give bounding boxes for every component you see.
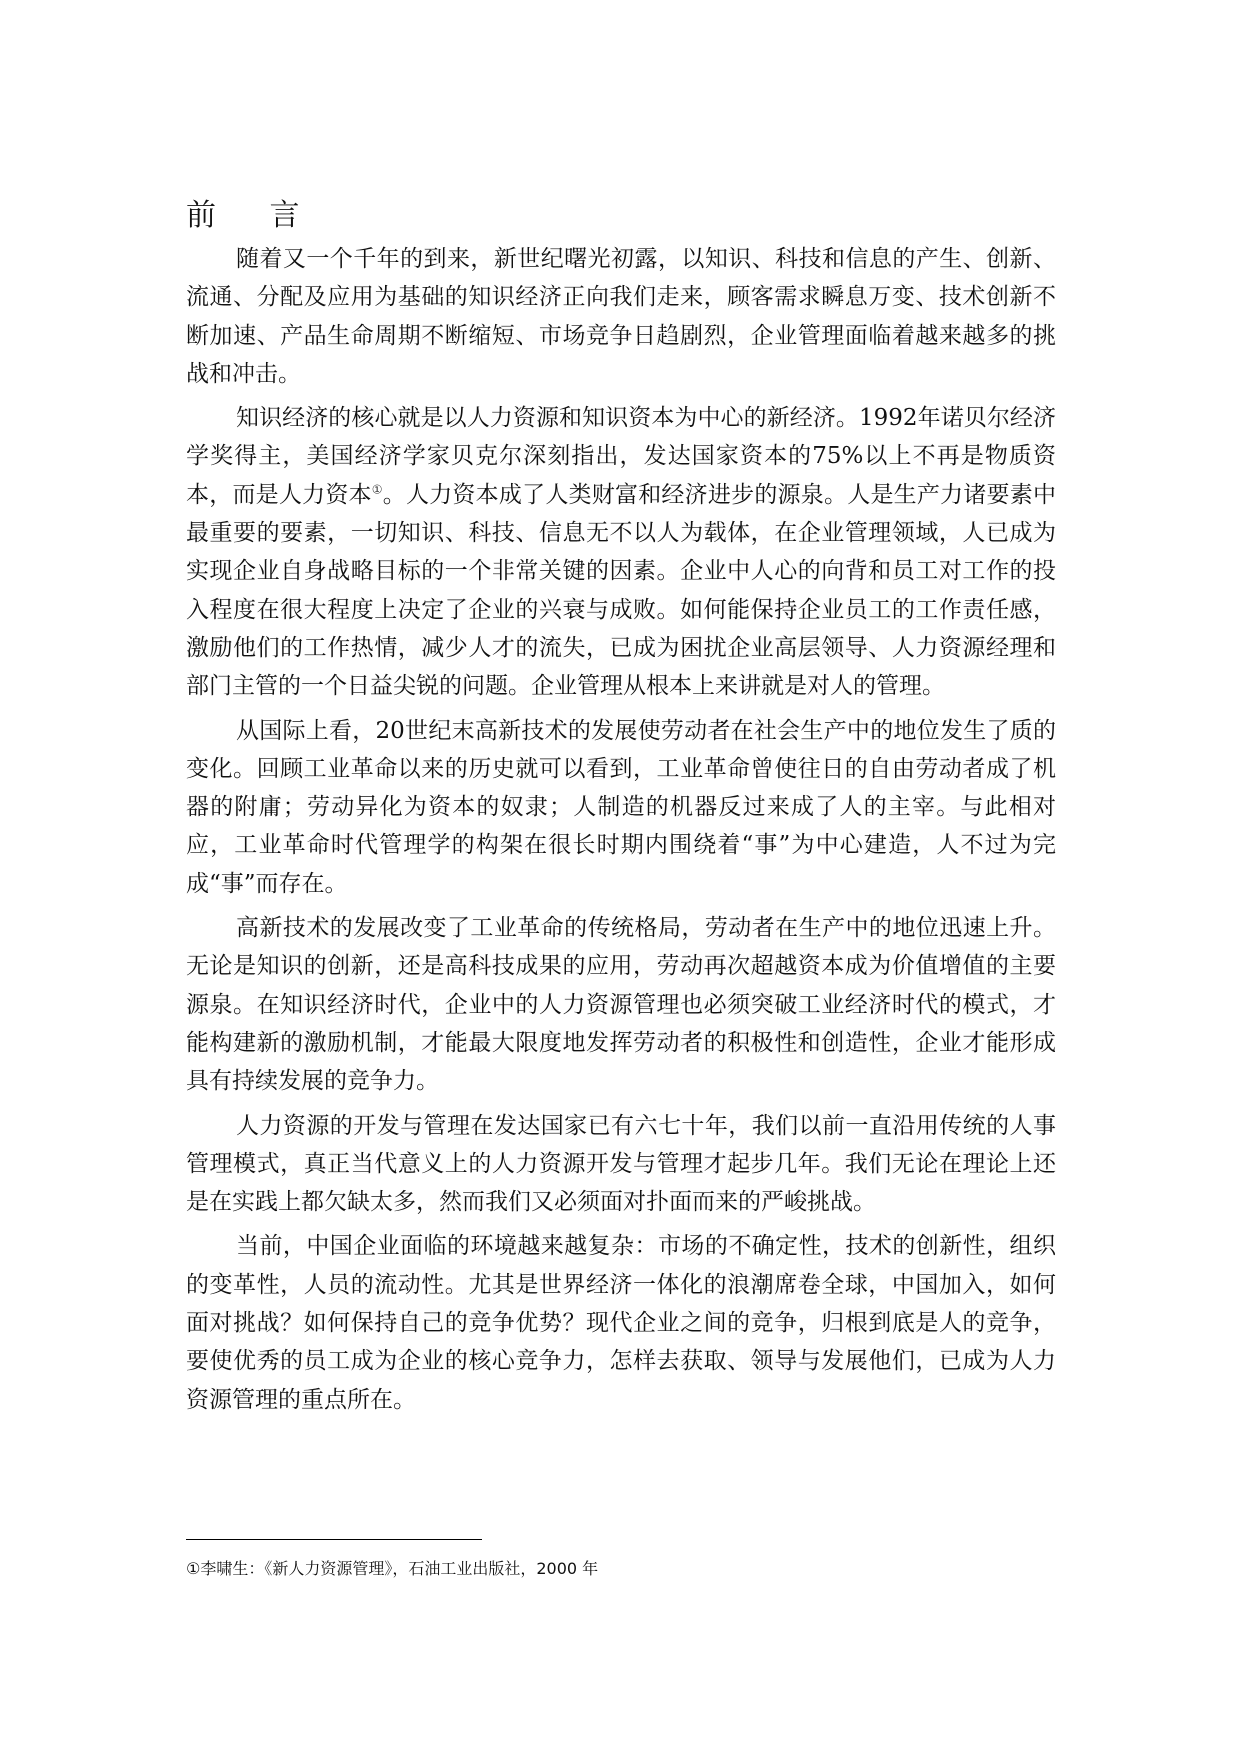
page-body	[186, 196, 1056, 1425]
paragraph-2-part-2: 。人力资本成了人类财富和经济进步的源泉。人是生产力诸要素中最重要的要素，一切知识、科技、信息无不以人为载体，在企业管理领域，人已成为实现企业自身战略目标的一个非常关键的因素。企业中人心的向背和员工对工作的投入程度在很大程度上决定了企业的兴衰与成败。如何能保持企业员工的工作责任感，激励他们的工作热情，减少人才的流失，已成为困扰企业高层领导、人力资源经理和部门主管的一个日益尖锐的问题。企业管理从根本上来讲就是对人的管理。	[186, 481, 1056, 700]
footnote-divider	[186, 1539, 482, 1540]
footnote: ①李啸生：《新人力资源管理》，石油工业出版社，2000 年	[186, 1559, 599, 1578]
page-title: 前 言	[186, 198, 322, 233]
paragraph-2-part-1: 知识经济的核心就是以人力资源和知识资本为中心的新经济。1992年诺贝尔经济学奖得主，美国经济学家贝克尔深刻指出，发达国家资本的75%以上不再是物质资本，而是人力资本	[186, 405, 1056, 508]
paragraph-6: 当前，中国企业面临的环境越来越复杂：市场的不确定性，技术的创新性，组织的变革性，人员的流动性。尤其是世界经济一体化的浪潮席卷全球，中国加入，如何面对挑战？如何保持自己的竞争优势？现代企业之间的竞争，归根到底是人的竞争，要使优秀的员工成为企业的核心竞争力，怎样去获取、领导与发展他们，已成为人力资源管理的重点所在。	[186, 1233, 1056, 1413]
paragraph-5: 人力资源的开发与管理在发达国家已有六七十年，我们以前一直沿用传统的人事管理模式，真正当代意义上的人力资源开发与管理才起步几年。我们无论在理论上还是在实践上都欠缺太多，然而我们又必须面对扑面而来的严峻挑战。	[186, 1112, 1056, 1216]
paragraph-1: 随着又一个千年的到来，新世纪曙光初露，以知识、科技和信息的产生、创新、流通、分配及应用为基础的知识经济正向我们走来，顾客需求瞬息万变、技术创新不断加速、产品生命周期不断缩短、市场竞争日趋剧烈，企业管理面临着越来越多的挑战和冲击。	[186, 246, 1056, 387]
footnote-marker[interactable]: ①	[371, 482, 383, 497]
paragraph-3: 从国际上看，20世纪末高新技术的发展使劳动者在社会生产中的地位发生了质的变化。回顾工业革命以来的历史就可以看到，工业革命曾使往日的自由劳动者成了机器的附庸；劳动异化为资本的奴隶；人制造的机器反过来成了人的主宰。与此相对应，工业革命时代管理学的构架在很长时期内围绕着“事”为中心建造，人不过为完成“事”而存在。	[186, 717, 1056, 897]
paragraph-4: 高新技术的发展改变了工业革命的传统格局，劳动者在生产中的地位迅速上升。无论是知识的创新，还是高科技成果的应用，劳动再次超越资本成为价值增值的主要源泉。在知识经济时代，企业中的人力资源管理也必须突破工业经济时代的模式，才能构建新的激励机制，才能最大限度地发挥劳动者的积极性和创造性，企业才能形成具有持续发展的竞争力。	[186, 915, 1056, 1095]
paragraph-2	[186, 399, 1056, 705]
